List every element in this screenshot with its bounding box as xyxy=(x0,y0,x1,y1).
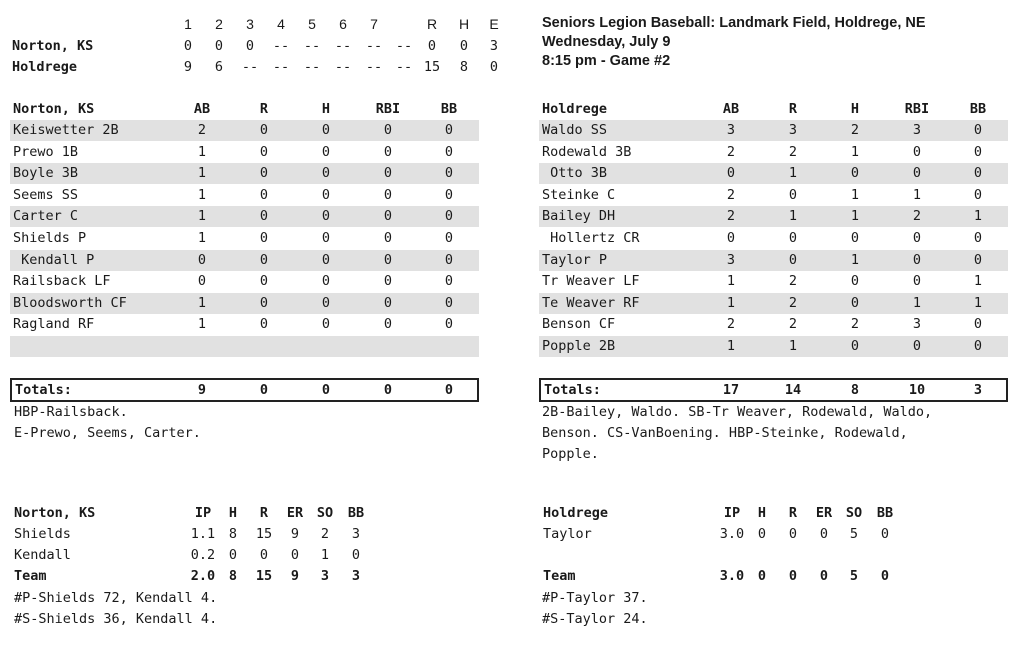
stat-cell: 0 xyxy=(259,208,269,225)
note-line: #S-Taylor 24. xyxy=(542,611,648,627)
inning-score: -- xyxy=(365,38,383,54)
hits-header: H xyxy=(458,16,470,32)
table-row xyxy=(539,293,1008,314)
table-row xyxy=(10,293,479,314)
table-row xyxy=(539,120,1008,141)
stat-cell: 0 xyxy=(383,251,393,268)
note-line: #P-Taylor 37. xyxy=(542,590,648,606)
holdrege-batting-box xyxy=(539,99,1008,404)
stat-cell: 0 xyxy=(973,316,983,333)
pitcher-name: Kendall xyxy=(14,547,71,563)
inning-score: -- xyxy=(303,59,321,75)
totals-label: Totals: xyxy=(544,382,601,398)
pitcher-row xyxy=(541,524,1011,545)
stat-cell: 0 xyxy=(321,186,331,203)
stat-cell: 0 xyxy=(259,122,269,138)
norton-batting-box xyxy=(10,99,479,404)
stat-cell: 1 xyxy=(197,165,207,182)
totals-row xyxy=(539,378,1008,402)
pitching-header-row xyxy=(12,503,482,524)
linescore xyxy=(12,14,512,84)
stat-cell: 0 xyxy=(788,230,798,246)
player-name: Waldo SS xyxy=(542,122,608,138)
player-name: Railsback LF xyxy=(13,273,111,290)
stat-cell: 1 xyxy=(320,547,330,563)
player-name: Rodewald 3B xyxy=(542,143,632,160)
stat-cell: 0 xyxy=(321,251,331,268)
inning-score: -- xyxy=(365,59,383,75)
stat-cell: 0 xyxy=(259,186,269,203)
inning-score: 6 xyxy=(214,59,224,75)
stat-cell: 0 xyxy=(444,208,454,225)
stat-cell: 0 xyxy=(973,230,983,246)
table-row xyxy=(10,314,479,335)
totals-cell: 17 xyxy=(722,382,740,398)
column-header: H xyxy=(757,505,767,521)
stat-cell: 0 xyxy=(973,186,983,203)
norton-pitching-box xyxy=(12,503,482,587)
stat-cell: 0 xyxy=(850,165,860,182)
stat-cell: 0 xyxy=(321,122,331,138)
table-row xyxy=(10,185,479,206)
stat-cell: 0 xyxy=(321,316,331,333)
table-row xyxy=(539,271,1008,292)
inning-score: 9 xyxy=(183,59,193,75)
stat-cell: 0 xyxy=(973,122,983,138)
game-time: 8:15 pm - Game #2 xyxy=(542,53,671,69)
stat-cell: 0 xyxy=(383,230,393,246)
stat-cell: 2 xyxy=(320,526,330,542)
stat-cell: 1 xyxy=(850,186,860,203)
stat-cell: 2 xyxy=(788,143,798,160)
inning-score: -- xyxy=(334,59,352,75)
stat-cell: 0 xyxy=(444,122,454,138)
player-name: Otto 3B xyxy=(542,165,608,182)
stat-cell: 0 xyxy=(788,251,798,268)
inning-score: 0 xyxy=(183,38,193,54)
totals-cell: 3 xyxy=(973,382,983,398)
player-name: Hollertz CR xyxy=(542,230,640,246)
column-header: R xyxy=(788,505,798,521)
table-row xyxy=(539,250,1008,271)
stat-cell: 0 xyxy=(444,294,454,311)
note-line: #P-Shields 72, Kendall 4. xyxy=(14,590,218,606)
stat-cell: 0 xyxy=(197,273,207,290)
table-row xyxy=(539,314,1008,335)
stat-cell: 1 xyxy=(973,273,983,290)
stat-cell: 0 xyxy=(850,230,860,246)
note-line: 2B-Bailey, Waldo. SB-Tr Weaver, Rodewald, Waldo, xyxy=(542,404,933,420)
stat-cell: 1 xyxy=(197,316,207,333)
player-name: Te Weaver RF xyxy=(542,294,640,311)
stat-cell: 1 xyxy=(197,186,207,203)
runs-total: 15 xyxy=(423,59,441,75)
stat-cell: 0 xyxy=(444,316,454,333)
stat-cell: 0 xyxy=(259,273,269,290)
column-header: BB xyxy=(347,505,365,521)
stat-cell: 1 xyxy=(197,294,207,311)
stat-cell: 3 xyxy=(351,526,361,542)
inning-score: -- xyxy=(241,59,259,75)
stat-cell: 0.2 xyxy=(190,547,216,563)
team-total-cell: 2.0 xyxy=(190,568,216,584)
column-header: BB xyxy=(969,101,987,117)
stat-cell: 0 xyxy=(321,294,331,311)
stat-cell: 0 xyxy=(321,230,331,246)
team-total-cell: 0 xyxy=(819,568,829,584)
stat-cell: 0 xyxy=(973,251,983,268)
stat-cell: 0 xyxy=(912,273,922,290)
stat-cell: 0 xyxy=(788,526,798,542)
column-header: H xyxy=(850,101,860,117)
stat-cell: 0 xyxy=(912,230,922,246)
player-name: Popple 2B xyxy=(542,338,616,354)
totals-cell: 10 xyxy=(908,382,926,398)
team-label: Team xyxy=(14,568,47,584)
stat-cell: 0 xyxy=(973,143,983,160)
stat-cell: 0 xyxy=(321,273,331,290)
stat-cell: 1.1 xyxy=(190,526,216,542)
stat-cell: 0 xyxy=(259,316,269,333)
inning-5-header: 5 xyxy=(308,16,316,32)
team-name: Norton, KS xyxy=(12,38,94,54)
table-row xyxy=(10,228,479,249)
team-total-cell: 0 xyxy=(880,568,890,584)
player-name: Bailey DH xyxy=(542,208,616,225)
stat-cell: 1 xyxy=(912,294,922,311)
runs-header: R xyxy=(426,16,438,32)
stat-cell: 3.0 xyxy=(719,526,745,542)
column-header: ER xyxy=(286,505,304,521)
stat-cell: 1 xyxy=(197,208,207,225)
player-name: Seems SS xyxy=(13,186,79,203)
stat-cell: 0 xyxy=(228,547,238,563)
table-row xyxy=(10,142,479,163)
stat-cell: 0 xyxy=(444,186,454,203)
column-header: H xyxy=(321,101,331,117)
stat-cell: 0 xyxy=(259,251,269,268)
stat-cell: 1 xyxy=(788,165,798,182)
stat-cell: 0 xyxy=(383,165,393,182)
column-header: AB xyxy=(722,101,740,117)
stat-cell: 1 xyxy=(912,186,922,203)
totals-cell: 0 xyxy=(321,382,331,398)
totals-cell: 8 xyxy=(850,382,860,398)
column-header: H xyxy=(228,505,238,521)
team-name: Holdrege xyxy=(543,505,609,521)
stat-cell: 0 xyxy=(912,251,922,268)
stat-cell: 0 xyxy=(351,547,361,563)
team-total-cell: 0 xyxy=(757,568,767,584)
column-header: BB xyxy=(440,101,458,117)
team-total-cell: 15 xyxy=(255,568,273,584)
runs-total: 0 xyxy=(427,38,437,54)
totals-cell: 0 xyxy=(383,382,393,398)
stat-cell: 3 xyxy=(912,316,922,333)
team-total-cell: 3 xyxy=(320,568,330,584)
stat-cell: 0 xyxy=(259,294,269,311)
stat-cell: 0 xyxy=(259,547,269,563)
table-row xyxy=(10,206,479,227)
stat-cell: 0 xyxy=(383,316,393,333)
stat-cell: 3 xyxy=(788,122,798,138)
player-name: Boyle 3B xyxy=(13,165,79,182)
stat-cell: 0 xyxy=(383,273,393,290)
column-header: RBI xyxy=(375,101,401,117)
stat-cell: 0 xyxy=(880,526,890,542)
stat-cell: 0 xyxy=(321,143,331,160)
stat-cell: 1 xyxy=(850,143,860,160)
table-row xyxy=(539,185,1008,206)
stat-cell: 2 xyxy=(726,316,736,333)
team-pitching-row xyxy=(541,566,1011,587)
errors-header: E xyxy=(489,16,499,32)
stat-cell: 0 xyxy=(444,230,454,246)
stat-cell: 9 xyxy=(290,526,300,542)
stat-cell: 0 xyxy=(850,273,860,290)
team-name: Holdrege xyxy=(12,59,78,75)
errors-total: 3 xyxy=(489,38,499,54)
table-row xyxy=(539,206,1008,227)
stat-cell: 2 xyxy=(726,208,736,225)
team-name: Norton, KS xyxy=(13,101,95,117)
stat-cell: 0 xyxy=(850,338,860,354)
inning-6-header: 6 xyxy=(339,16,347,32)
stat-cell: 0 xyxy=(850,294,860,311)
stat-cell: 2 xyxy=(726,186,736,203)
stat-cell: 0 xyxy=(321,165,331,182)
stat-cell: 0 xyxy=(819,526,829,542)
stat-cell: 5 xyxy=(849,526,859,542)
totals-label: Totals: xyxy=(15,382,72,398)
holdrege-pitch-counts xyxy=(542,588,1012,630)
stat-cell: 2 xyxy=(850,122,860,138)
stat-cell: 1 xyxy=(788,208,798,225)
linescore-row-away xyxy=(12,36,512,57)
stat-cell: 0 xyxy=(197,251,207,268)
stat-cell: 15 xyxy=(255,526,273,542)
stat-cell: 1 xyxy=(850,251,860,268)
inning-7-header: 7 xyxy=(370,16,378,32)
note-line: E-Prewo, Seems, Carter. xyxy=(14,425,201,441)
inning-3-header: 3 xyxy=(246,16,254,32)
table-row xyxy=(539,228,1008,249)
stat-cell: 2 xyxy=(850,316,860,333)
player-name: Keiswetter 2B xyxy=(13,122,119,138)
hits-total: 0 xyxy=(459,38,469,54)
game-date: Wednesday, July 9 xyxy=(542,34,671,50)
pitcher-row xyxy=(12,545,482,566)
stat-cell: 0 xyxy=(259,143,269,160)
game-venue: Seniors Legion Baseball: Landmark Field, Holdrege, NE xyxy=(542,15,926,31)
stat-cell: 0 xyxy=(383,143,393,160)
totals-cell: 0 xyxy=(444,382,454,398)
team-name: Holdrege xyxy=(542,101,608,117)
player-name: Tr Weaver LF xyxy=(542,273,640,290)
column-header: R xyxy=(788,101,798,117)
player-name: Shields P xyxy=(13,230,87,246)
stat-cell: 0 xyxy=(259,165,269,182)
stat-cell: 0 xyxy=(912,165,922,182)
linescore-header xyxy=(12,14,512,35)
stat-cell: 3 xyxy=(726,122,736,138)
stat-cell: 2 xyxy=(788,294,798,311)
inning-score: 0 xyxy=(245,38,255,54)
note-line: Benson. CS-VanBoening. HBP-Steinke, Rodewald, xyxy=(542,425,908,441)
inning-score: -- xyxy=(395,59,413,75)
inning-score: 0 xyxy=(214,38,224,54)
stat-cell: 0 xyxy=(383,294,393,311)
stat-cell: 2 xyxy=(726,143,736,160)
table-row xyxy=(539,163,1008,184)
hits-total: 8 xyxy=(459,59,469,75)
pitcher-name: Taylor xyxy=(543,526,592,542)
column-header: AB xyxy=(193,101,211,117)
column-header: R xyxy=(259,101,269,117)
team-total-cell: 8 xyxy=(228,568,238,584)
stat-cell: 1 xyxy=(726,338,736,354)
team-total-cell: 3 xyxy=(351,568,361,584)
norton-batting-notes xyxy=(14,402,484,444)
column-header: SO xyxy=(845,505,863,521)
inning-score: -- xyxy=(395,38,413,54)
stat-cell: 0 xyxy=(973,338,983,354)
player-name: Benson CF xyxy=(542,316,616,333)
stat-cell: 1 xyxy=(850,208,860,225)
stat-cell: 1 xyxy=(973,208,983,225)
stat-cell: 1 xyxy=(726,294,736,311)
stat-cell: 1 xyxy=(197,143,207,160)
stat-cell: 0 xyxy=(757,526,767,542)
column-header: IP xyxy=(194,505,212,521)
player-name: Steinke C xyxy=(542,186,616,203)
team-pitching-row xyxy=(12,566,482,587)
table-row xyxy=(10,271,479,292)
stat-cell: 2 xyxy=(788,273,798,290)
stat-cell: 0 xyxy=(444,251,454,268)
stat-cell: 0 xyxy=(321,208,331,225)
stat-cell: 1 xyxy=(726,273,736,290)
note-line: #S-Shields 36, Kendall 4. xyxy=(14,611,218,627)
table-row xyxy=(539,336,1008,357)
game-info xyxy=(542,14,926,71)
player-name: Kendall P xyxy=(13,251,95,268)
stat-cell: 2 xyxy=(912,208,922,225)
stat-cell: 0 xyxy=(383,208,393,225)
stat-cell: 8 xyxy=(228,526,238,542)
stat-cell: 0 xyxy=(444,143,454,160)
note-line: Popple. xyxy=(542,446,599,462)
linescore-row-home xyxy=(12,57,512,78)
stat-cell: 0 xyxy=(726,165,736,182)
note-line: HBP-Railsback. xyxy=(14,404,128,420)
stat-cell: 3 xyxy=(726,251,736,268)
stat-cell: 0 xyxy=(444,165,454,182)
totals-cell: 14 xyxy=(784,382,802,398)
table-row xyxy=(539,142,1008,163)
player-name: Prewo 1B xyxy=(13,143,79,160)
column-header: IP xyxy=(723,505,741,521)
stat-cell: 0 xyxy=(290,547,300,563)
holdrege-pitching-box xyxy=(541,503,1011,587)
totals-cell: 0 xyxy=(259,382,269,398)
column-header: R xyxy=(259,505,269,521)
stat-cell: 3 xyxy=(912,122,922,138)
norton-pitch-counts xyxy=(14,588,484,630)
team-label: Team xyxy=(543,568,576,584)
column-header: ER xyxy=(815,505,833,521)
stat-cell: 2 xyxy=(788,316,798,333)
team-total-cell: 9 xyxy=(290,568,300,584)
table-row xyxy=(10,336,479,357)
player-name: Bloodsworth CF xyxy=(13,294,127,311)
table-row xyxy=(10,120,479,141)
totals-row xyxy=(10,378,479,402)
pitcher-name: Shields xyxy=(14,526,71,542)
errors-total: 0 xyxy=(489,59,499,75)
stat-cell: 1 xyxy=(197,230,207,246)
stat-cell: 0 xyxy=(912,143,922,160)
stat-cell: 2 xyxy=(197,122,207,138)
column-header: SO xyxy=(316,505,334,521)
team-total-cell: 5 xyxy=(849,568,859,584)
column-header: BB xyxy=(876,505,894,521)
inning-score: -- xyxy=(272,38,290,54)
stat-cell: 0 xyxy=(383,186,393,203)
inning-1-header: 1 xyxy=(184,16,192,32)
stat-cell: 1 xyxy=(973,294,983,311)
table-row xyxy=(10,250,479,271)
batting-header-row xyxy=(539,99,1008,120)
stat-cell: 0 xyxy=(259,230,269,246)
stat-cell: 0 xyxy=(444,273,454,290)
inning-score: -- xyxy=(334,38,352,54)
stat-cell: 0 xyxy=(973,165,983,182)
holdrege-batting-notes xyxy=(542,402,1012,465)
team-name: Norton, KS xyxy=(14,505,96,521)
team-total-cell: 0 xyxy=(788,568,798,584)
batting-header-row xyxy=(10,99,479,120)
inning-score: -- xyxy=(272,59,290,75)
pitching-header-row xyxy=(541,503,1011,524)
pitcher-row xyxy=(12,524,482,545)
inning-2-header: 2 xyxy=(215,16,223,32)
inning-score: -- xyxy=(303,38,321,54)
inning-4-header: 4 xyxy=(277,16,285,32)
stat-cell: 1 xyxy=(788,338,798,354)
team-total-cell: 3.0 xyxy=(719,568,745,584)
column-header: RBI xyxy=(904,101,930,117)
player-name: Taylor P xyxy=(542,251,608,268)
player-name: Carter C xyxy=(13,208,79,225)
stat-cell: 0 xyxy=(912,338,922,354)
player-name: Ragland RF xyxy=(13,316,95,333)
table-row xyxy=(10,163,479,184)
stat-cell: 0 xyxy=(383,122,393,138)
totals-cell: 9 xyxy=(197,382,207,398)
stat-cell: 0 xyxy=(788,186,798,203)
stat-cell: 0 xyxy=(726,230,736,246)
